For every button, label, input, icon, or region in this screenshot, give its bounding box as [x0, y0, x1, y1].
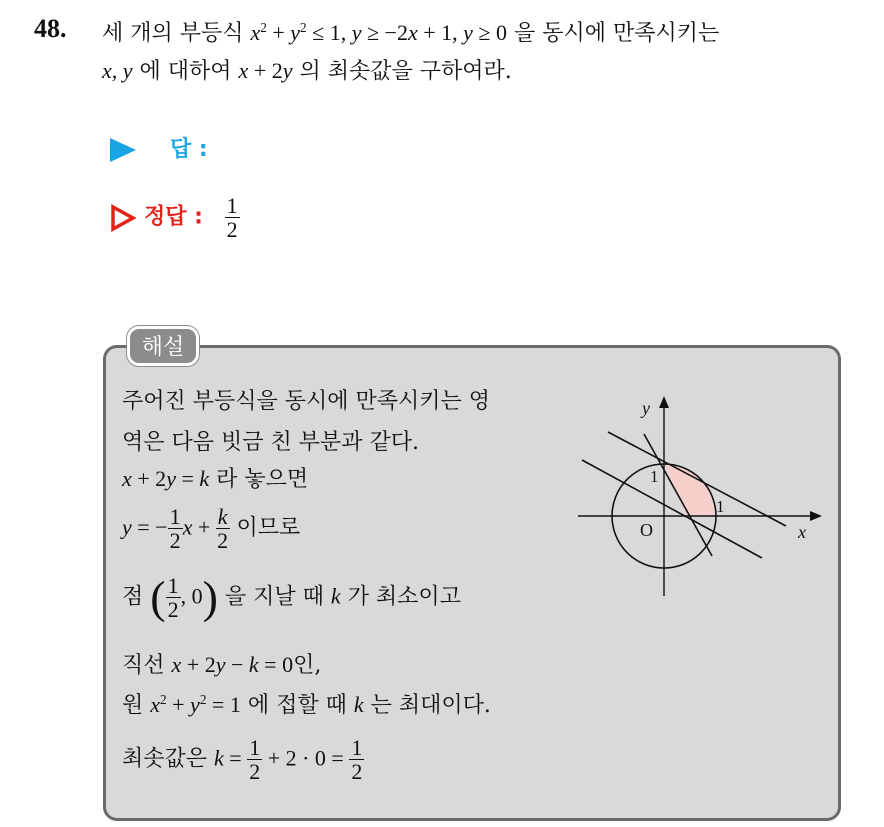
solution-line-6: 직선 x + 2y − k = 0인, — [122, 652, 322, 678]
x-axis-arrow-icon — [810, 511, 822, 521]
solution-line-8: 최솟값은 k = $\frac{1}{2}$ + 2 · 0 = $\frac{1}{2}$ — [122, 735, 363, 785]
solution-line-5: 점 ( $\frac{1}{2}$ , 0) 을 지날 때 k 가 최소이고 — [122, 571, 461, 623]
correct-value: $\frac{1}{2}$ — [226, 193, 238, 243]
solution-line-3: x + 2y = k 라 놓으면 — [122, 466, 309, 492]
y-axis-label: y — [642, 398, 650, 418]
outline-arrow-icon — [110, 204, 136, 232]
solution-line-1: 주어진 부등식을 동시에 만족시키는 영 — [122, 389, 491, 414]
solution-tag: 해설 — [127, 326, 199, 366]
question-text-4: 의 최솟값을 구하여라. — [299, 59, 512, 84]
play-arrow-icon — [110, 138, 136, 162]
question-text-3: 에 대하여 — [139, 59, 232, 84]
x-axis-label: x — [798, 522, 806, 542]
answer-row — [110, 132, 208, 163]
question-text-1: 세 개의 부등식 — [102, 21, 244, 46]
answer-label: 답 : — [170, 137, 208, 162]
origin-label: O — [640, 520, 653, 540]
solution-line-2: 역은 다음 빗금 친 부분과 같다. — [122, 430, 419, 455]
question-text-2: 을 동시에 만족시키는 — [514, 21, 720, 46]
tick-x-label: 1 — [716, 497, 725, 516]
correct-answer-row — [110, 194, 240, 241]
inequality-list: $x^2 + y^2 \le 1$, y ≥ −2x + 1, y ≥ 0 — [250, 20, 507, 45]
region-graph — [574, 392, 828, 602]
correct-label: 정답 : — [144, 204, 203, 230]
y-axis-arrow-icon — [659, 396, 669, 408]
tick-y-label: 1 — [650, 467, 659, 486]
question-number: 48. — [34, 14, 67, 43]
question-line-1 — [102, 16, 719, 47]
solution-line-4: y = − $\frac{1}{2}$ x + $\frac{k}{2}$ 이므로 — [122, 504, 301, 554]
question-line-2: x, y 에 대하여 x + 2y 의 최솟값을 구하여라. — [102, 58, 512, 84]
solution-line-7: 원 $x^2 + y^2 = 1$ 에 접할 때 k 는 최대이다. — [122, 692, 491, 718]
